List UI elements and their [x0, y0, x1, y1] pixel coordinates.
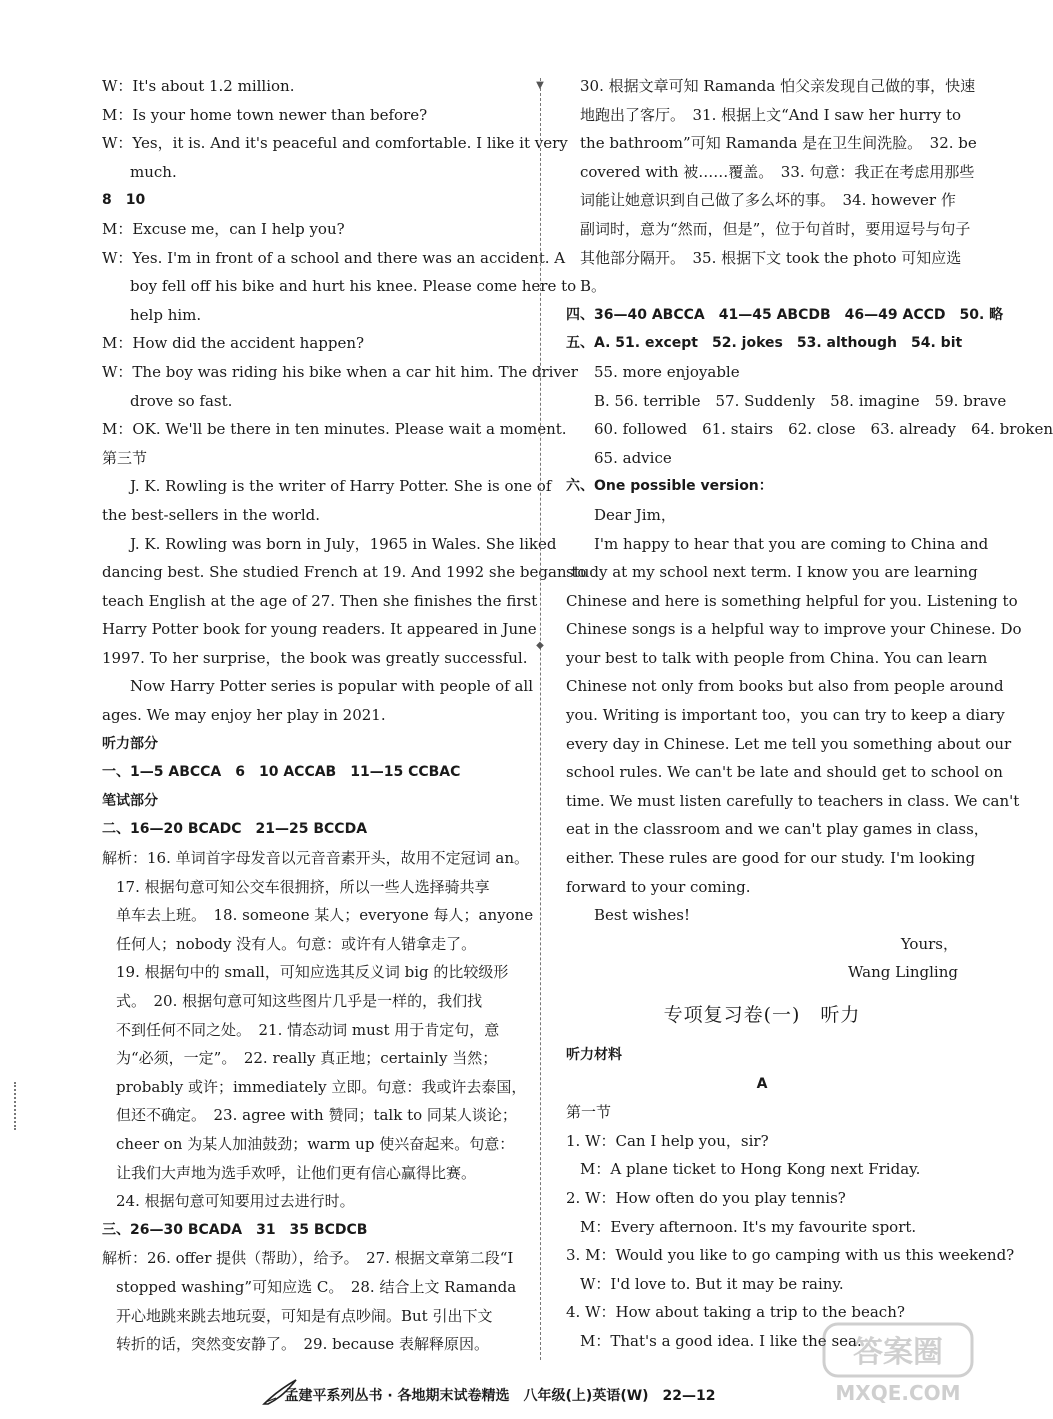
dialogue-line: M：Every afternoon. It's my favourite sport.	[580, 1217, 917, 1236]
text-line: B。	[580, 277, 607, 296]
text-line: 解析：26. offer 提供（帮助），给予。 27. 根据文章第二段“I	[102, 1249, 514, 1268]
text-line: 19. 根据句中的 small，可知应选其反义词 big 的比较级形	[116, 963, 509, 982]
text-line: 一、1—5 ABCCA 6 10 ACCAB 11—15 CCBAC	[102, 764, 461, 781]
text-line: much.	[130, 162, 177, 181]
text-line: Best wishes!	[594, 906, 690, 925]
text-line: W：Yes. I'm in front of a school and there was an accident. A	[102, 248, 566, 267]
text-line: drove so fast.	[130, 391, 233, 410]
text-line: I'm happy to hear that you are coming to China and	[594, 534, 989, 553]
text-line: 17. 根据句意可知公交车很拥挤，所以一些人选择骑共享	[116, 877, 490, 896]
text-line: help him.	[130, 305, 202, 324]
divider-arrow-mark: ▼	[536, 80, 544, 91]
text-line: 六、One possible version：	[566, 478, 773, 495]
text-line: 三、26—30 BCADA 31 35 BCDCB	[102, 1221, 368, 1238]
text-line: school rules. We can't be late and should get to school on	[566, 763, 1003, 782]
text-line: 8 10	[102, 192, 146, 209]
text-line: the best-sellers in the world.	[102, 505, 321, 524]
text-line: dancing best. She studied French at 19. And 1992 she began to	[102, 563, 587, 582]
text-line: M：Is your home town newer than before?	[102, 105, 428, 124]
dialogue-line: 4. W：How about taking a trip to the beach?	[566, 1303, 905, 1322]
column-divider	[540, 78, 541, 1360]
text-line: Yours，	[900, 934, 958, 953]
dialogue-line: 2. W：How often do you play tennis?	[566, 1188, 846, 1207]
materials-label: 听力材料	[566, 1047, 622, 1063]
watermark-logo	[818, 1318, 978, 1408]
text-line: eat in the classroom and we can't play games in class，	[566, 820, 989, 839]
dialogue-line: M：A plane ticket to Hong Kong next Friday.	[580, 1160, 921, 1179]
text-line: you. Writing is important too，you can try to keep a diary	[566, 706, 1005, 725]
text-line: time. We must listen carefully to teachers in class. We can't	[566, 791, 1020, 810]
text-line: W：The boy was riding his bike when a car hit him. The driver	[102, 362, 578, 381]
sub-label: 第一节	[566, 1103, 612, 1122]
text-line: Now Harry Potter series is popular with people of all	[130, 677, 534, 696]
text-line: 单车去上班。 18. someone 某人；everyone 每人；anyone	[116, 906, 534, 925]
dialogue-line: M：That's a good idea. I like the sea.	[580, 1331, 862, 1350]
text-line: the bathroom”可知 Ramanda 是在卫生间洗脸。 32. be	[580, 134, 977, 153]
text-line: J. K. Rowling is the writer of Harry Potter. She is one of	[130, 477, 552, 496]
text-line: 55. more enjoyable	[594, 362, 740, 381]
text-line: 词能让她意识到自己做了多么坏的事。 34. however 作	[580, 191, 956, 210]
text-line: Chinese and here is something helpful for you. Listening to	[566, 591, 1018, 610]
text-line: every day in Chinese. Let me tell you something about our	[566, 734, 1012, 753]
dialogue-line: 1. W：Can I help you，sir?	[566, 1131, 769, 1150]
text-line: 开心地跳来跳去地玩耍，可知是有点吵闹。But 引出下文	[116, 1306, 493, 1325]
text-line: 其他部分隔开。 35. 根据下文 took the photo 可知应选	[580, 248, 962, 267]
text-line: W：Yes，it is. And it's peaceful and comfortable. I like it very	[102, 134, 568, 153]
text-line: Chinese not only from books but also from people around	[566, 677, 1004, 696]
text-line: 听力部分	[102, 735, 158, 752]
text-line: 四、36—40 ABCCA 41—45 ABCDB 46—49 ACCD 50. 略	[566, 306, 1004, 323]
watermark-line1: 答案圈	[853, 1335, 943, 1370]
text-line: either. These rules are good for our study. I'm looking	[566, 849, 976, 868]
right-column	[566, 72, 1053, 1356]
text-line: 解析：16. 单词首字母发音以元音音素开头，故用不定冠词 an。	[102, 849, 529, 868]
part-label: A	[756, 1075, 768, 1092]
text-line: 24. 根据句意可知要用过去进行时。	[116, 1192, 355, 1211]
divider-cut-mark: ◆	[536, 640, 544, 651]
text-line: Harry Potter book for young readers. It appeared in June	[102, 620, 537, 639]
text-line: Chinese songs is a helpful way to improve your Chinese. Do	[566, 620, 1022, 639]
text-line: B. 56. terrible 57. Suddenly 58. imagine 59. brave	[594, 391, 1007, 410]
text-line: M：Excuse me，can I help you?	[102, 219, 345, 238]
text-line: 不到任何不同之处。 21. 情态动词 must 用于肯定句，意	[116, 1020, 500, 1039]
dialogue-line: 3. M：Would you like to go camping with us this weekend?	[566, 1246, 1015, 1265]
text-line: stopped washing”可知应选 C。 28. 结合上文 Ramanda	[116, 1277, 517, 1296]
text-line: your best to talk with people from China. You can learn	[566, 648, 988, 667]
text-line: 二、16—20 BCADC 21—25 BCCDA	[102, 821, 368, 838]
text-line: 副词时，意为“然而，但是”，位于句首时，要用逗号与句子	[580, 219, 971, 238]
text-line: 任何人；nobody 没有人。句意：或许有人错拿走了。	[116, 934, 477, 953]
text-line: 式。 20. 根据句意可知这些图片几乎是一样的，我们找	[116, 992, 483, 1010]
text-line: 但还不确定。 23. agree with 赞同；talk to 同某人谈论；	[116, 1106, 517, 1125]
text-line: Dear Jim，	[594, 505, 676, 524]
text-line: W：It's about 1.2 million.	[102, 77, 295, 95]
text-line: 转折的话，突然变安静了。 29. because 表解释原因。	[116, 1335, 489, 1354]
dialogue-line: W：I'd love to. But it may be rainy.	[580, 1274, 844, 1293]
text-line: 1997. To her surprise，the book was greatly successful.	[102, 648, 528, 667]
text-line: forward to your coming.	[566, 877, 751, 896]
text-line: 为“必须，一定”。 22. really 真正地；certainly 当然；	[116, 1049, 498, 1068]
margin-ticks	[14, 1082, 20, 1130]
text-line: teach English at the age of 27. Then she finishes the first	[102, 591, 538, 610]
text-line: 地跑出了客厅。 31. 根据上文“And I saw her hurry to	[580, 105, 962, 124]
section-title: 专项复习卷(一) 听力	[663, 1004, 861, 1026]
text-line: probably 或许；immediately 立即。句意：我或许去泰国，	[116, 1077, 527, 1096]
watermark-line2: MXQE.COM	[835, 1381, 961, 1405]
text-line: study at my school next term. I know you are learning	[566, 563, 978, 582]
text-line: 五、A. 51. except 52. jokes 53. although 54. bit	[566, 335, 963, 352]
text-line: 60. followed 61. stairs 62. close 63. already 64. broken	[594, 420, 1053, 439]
text-line: ages. We may enjoy her play in 2021.	[102, 706, 386, 725]
text-line: 65. advice	[594, 448, 672, 467]
text-line: M：How did the accident happen?	[102, 334, 365, 353]
text-line: J. K. Rowling was born in July，1965 in Wales. She liked	[130, 534, 557, 553]
text-line: Wang Lingling	[848, 963, 958, 982]
text-line: 让我们大声地为选手欢呼，让他们更有信心赢得比赛。	[116, 1163, 477, 1182]
text-line: 30. 根据文章可知 Ramanda 怕父亲发现自己做的事，快速	[580, 77, 976, 95]
text-line: 笔试部分	[102, 792, 158, 809]
text-line: 第三节	[102, 448, 148, 467]
text-line: cheer on 为某人加油鼓劲；warm up 使兴奋起来。句意：	[116, 1134, 515, 1153]
text-line: covered with 被……覆盖。 33. 句意：我正在考虑用那些	[580, 162, 975, 181]
page-footer: 孟建平系列丛书 · 各地期末试卷精选 八年级(上)英语(W) 22—12	[284, 1388, 716, 1404]
answer-key-right	[566, 72, 1053, 987]
text-line: boy fell off his bike and hurt his knee. Please come here to	[130, 277, 577, 296]
left-column	[102, 72, 587, 1359]
text-line: M：OK. We'll be there in ten minutes. Please wait a moment.	[102, 420, 567, 439]
